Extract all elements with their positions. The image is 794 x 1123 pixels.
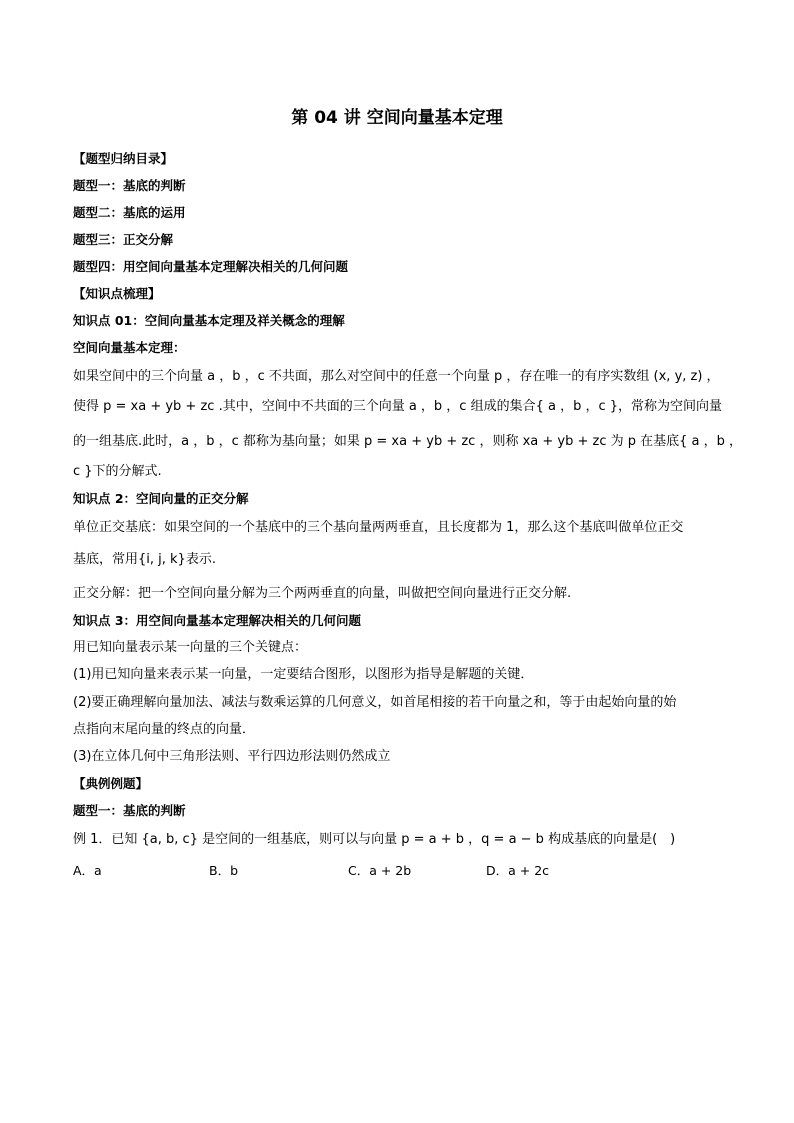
section-heading-knowledge: 【知识点梳理】 xyxy=(73,286,161,301)
theorem-text-line-2: 使得 p = xa + yb + zc .其中，空间中不共面的三个向量 a ，b ，c 组成的集合{ a ，b ，c }，常称为空间向量 xyxy=(73,399,723,414)
example-1-question: 例 1．已知 {a, b, c} 是空间的一组基底，则可以与向量 p = a + b ，q = a − b 构成基底的向量是( ) xyxy=(73,832,676,847)
orthonormal-basis-line-1: 单位正交基底：如果空间的一个基底中的三个基向量两两垂直，且长度都为 1，那么这个基底叫做单位正交 xyxy=(73,520,684,535)
key-point-3: (3)在立体几何中三角形法则、平行四边形法则仍然成立 xyxy=(73,749,391,764)
theorem-text-line-3: 的一组基底.此时，a ，b ，c 都称为基向量；如果 p = xa + yb + zc ，则称 xa + yb + zc 为 p 在基底{ a ，b ， xyxy=(73,434,743,449)
category-item-2: 题型二：基底的运用 xyxy=(73,205,186,220)
theorem-label: 空间向量基本定理： xyxy=(73,340,186,355)
key-point-1: (1)用已知向量来表示某一向量，一定要结合图形，以图形为指导是解题的关键． xyxy=(73,667,534,682)
category-item-3: 题型三：正交分解 xyxy=(73,232,174,247)
section-heading-categories: 【题型归纳目录】 xyxy=(73,151,174,166)
theorem-text-line-1: 如果空间中的三个向量 a ，b ，c 不共面，那么对空间中的任意一个向量 p ，存在唯一的有序实数组 (x, y, z) ， xyxy=(73,369,720,384)
category-item-4: 题型四：用空间向量基本定理解决相关的几何问题 xyxy=(73,259,349,274)
key-points-intro: 用已知向量表示某一向量的三个关键点： xyxy=(73,640,308,655)
theorem-text-line-4: c }下的分解式. xyxy=(73,464,162,479)
section-heading-examples: 【典例例题】 xyxy=(73,776,149,791)
page-title: 第 04 讲 空间向量基本定理 xyxy=(291,108,503,128)
knowledge-point-2-heading: 知识点 2：空间向量的正交分解 xyxy=(73,491,249,506)
option-d: D．a + 2c xyxy=(486,863,550,878)
option-c: C．a + 2b xyxy=(348,863,412,878)
orthonormal-basis-line-2: 基底，常用{i, j, k}表示. xyxy=(73,552,216,567)
option-a: A．a xyxy=(73,863,102,878)
key-point-2-line-2: 点指向末尾向量的终点的向量． xyxy=(73,722,256,737)
option-b: B．b xyxy=(209,863,239,878)
knowledge-point-1-heading: 知识点 01：空间向量基本定理及祥关概念的理解 xyxy=(73,313,345,328)
example-category-1: 题型一：基底的判断 xyxy=(73,803,186,818)
category-item-1: 题型一：基底的判断 xyxy=(73,178,186,193)
key-point-2-line-1: (2)要正确理解向量加法、减法与数乘运算的几何意义，如首尾相接的若干向量之和，等于由起始向量的始 xyxy=(73,695,677,710)
orthogonal-decomposition-text: 正交分解：把一个空间向量分解为三个两两垂直的向量，叫做把空间向量进行正交分解. xyxy=(73,586,572,601)
knowledge-point-3-heading: 知识点 3：用空间向量基本定理解决相关的几何问题 xyxy=(73,613,362,628)
